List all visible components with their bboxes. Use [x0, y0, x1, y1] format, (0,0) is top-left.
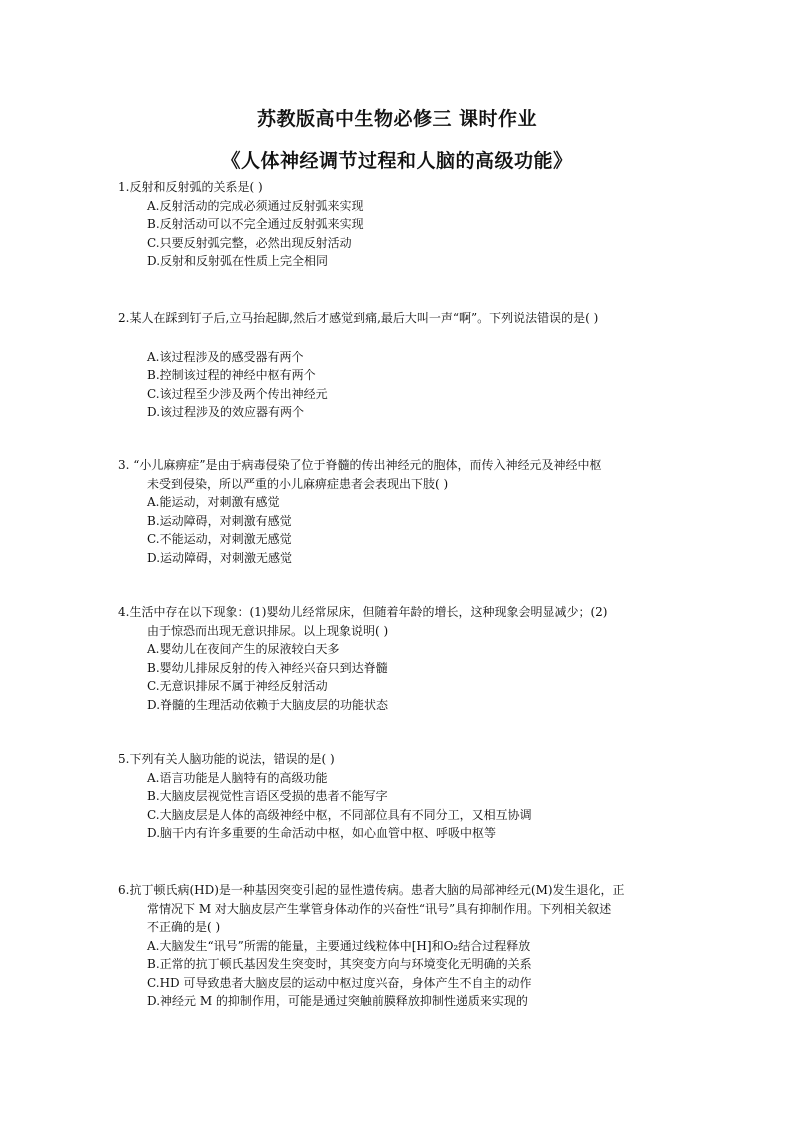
option-a: A.婴幼儿在夜间产生的尿液较白天多 — [147, 642, 340, 656]
option-a: A.该过程涉及的感受器有两个 — [147, 349, 304, 364]
question-stem: 3. “小儿麻痹症”是由于病毒侵染了位于脊髓的传出神经元的胞体，而传入神经元及神经中枢 — [118, 458, 602, 472]
question-stem: 2.某人在踩到钉子后,立马抬起脚,然后才感觉到痛,最后大叫一声“啊”。下列说法错误的是( ) — [118, 311, 599, 325]
option-list — [118, 493, 718, 567]
question-stem-continued: 未受到侵染，所以严重的小儿麻痹症患者会表现出下肢( ) — [147, 476, 449, 491]
option-c: C.无意识排尿不属于神经反射活动 — [147, 679, 328, 693]
option-d: D.反射和反射弧在性质上完全相同 — [147, 254, 329, 268]
option-b: B.控制该过程的神经中枢有两个 — [147, 368, 316, 382]
option-c: C.大脑皮层是人体的高级神经中枢，不同部位具有不同分工，又相互协调 — [147, 807, 532, 822]
option-c: C.HD 可导致患者大脑皮层的运动中枢过度兴奋，身体产生不自主的动作 — [147, 975, 532, 990]
question-stem-continued: 不正确的是( ) — [147, 920, 221, 934]
option-list — [118, 197, 718, 271]
option-d: D.运动障碍，对刺激无感觉 — [147, 550, 293, 565]
document-subtitle: 《人体神经调节过程和人脑的高级功能》 — [221, 150, 573, 172]
question-5 — [118, 750, 718, 843]
option-d: D.脑干内有许多重要的生命活动中枢，如心血管中枢、呼吸中枢等 — [147, 826, 497, 840]
option-c: C.不能运动，对刺激无感觉 — [147, 532, 292, 546]
question-1 — [118, 178, 718, 271]
option-list — [118, 937, 718, 1011]
option-c: C.只要反射弧完整，必然出现反射活动 — [147, 235, 352, 250]
question-stem: 5.下列有关人脑功能的说法，错误的是( ) — [118, 752, 335, 766]
option-b: B.大脑皮层视觉性言语区受损的患者不能写字 — [147, 789, 388, 803]
question-3 — [118, 456, 718, 567]
question-6 — [118, 881, 718, 1011]
spacer — [118, 328, 738, 348]
question-4 — [118, 603, 718, 714]
question-stem-continued: 由于惊恐而出现无意识排尿。以上现象说明( ) — [147, 623, 389, 638]
option-a: A.语言功能是人脑特有的高级功能 — [147, 770, 328, 785]
question-stem-continued: 常情况下 M 对大脑皮层产生掌管身体动作的兴奋性“讯号”具有抑制作用。下列相关叙述 — [147, 901, 612, 916]
option-d: D.脊髓的生理活动依赖于大脑皮层的功能状态 — [147, 697, 389, 712]
option-d: D.该过程涉及的效应器有两个 — [147, 405, 305, 419]
option-b: B.正常的抗丁顿氏基因发生突变时，其突变方向与环境变化无明确的关系 — [147, 957, 532, 971]
option-a: A.能运动，对刺激有感觉 — [147, 495, 280, 509]
option-a: A.大脑发生“讯号”所需的能量，主要通过线粒体中[H]和O₂结合过程释放 — [147, 938, 531, 953]
option-b: B.反射活动可以不完全通过反射弧来实现 — [147, 217, 364, 231]
question-2 — [118, 309, 738, 422]
question-stem: 4.生活中存在以下现象：(1)婴幼儿经常尿床，但随着年龄的增长，这种现象会明显减少；(2) — [118, 605, 608, 619]
question-stem: 1.反射和反射弧的关系是( ) — [118, 180, 263, 194]
option-list — [118, 348, 738, 422]
option-list — [118, 640, 718, 714]
option-c: C.该过程至少涉及两个传出神经元 — [147, 386, 328, 401]
option-a: A.反射活动的完成必须通过反射弧来实现 — [147, 198, 364, 213]
question-stem: 6.抗丁顿氏病(HD)是一种基因突变引起的显性遗传病。患者大脑的局部神经元(M)发生退化，正 — [118, 883, 625, 897]
option-b: B.运动障碍，对刺激有感觉 — [147, 513, 292, 528]
option-list — [118, 769, 718, 843]
option-d: D.神经元 M 的抑制作用，可能是通过突触前膜释放抑制性递质来实现的 — [147, 994, 528, 1008]
document-title: 苏教版高中生物必修三 课时作业 — [256, 108, 538, 130]
option-b: B.婴幼儿排尿反射的传入神经兴奋只到达脊髓 — [147, 660, 388, 675]
